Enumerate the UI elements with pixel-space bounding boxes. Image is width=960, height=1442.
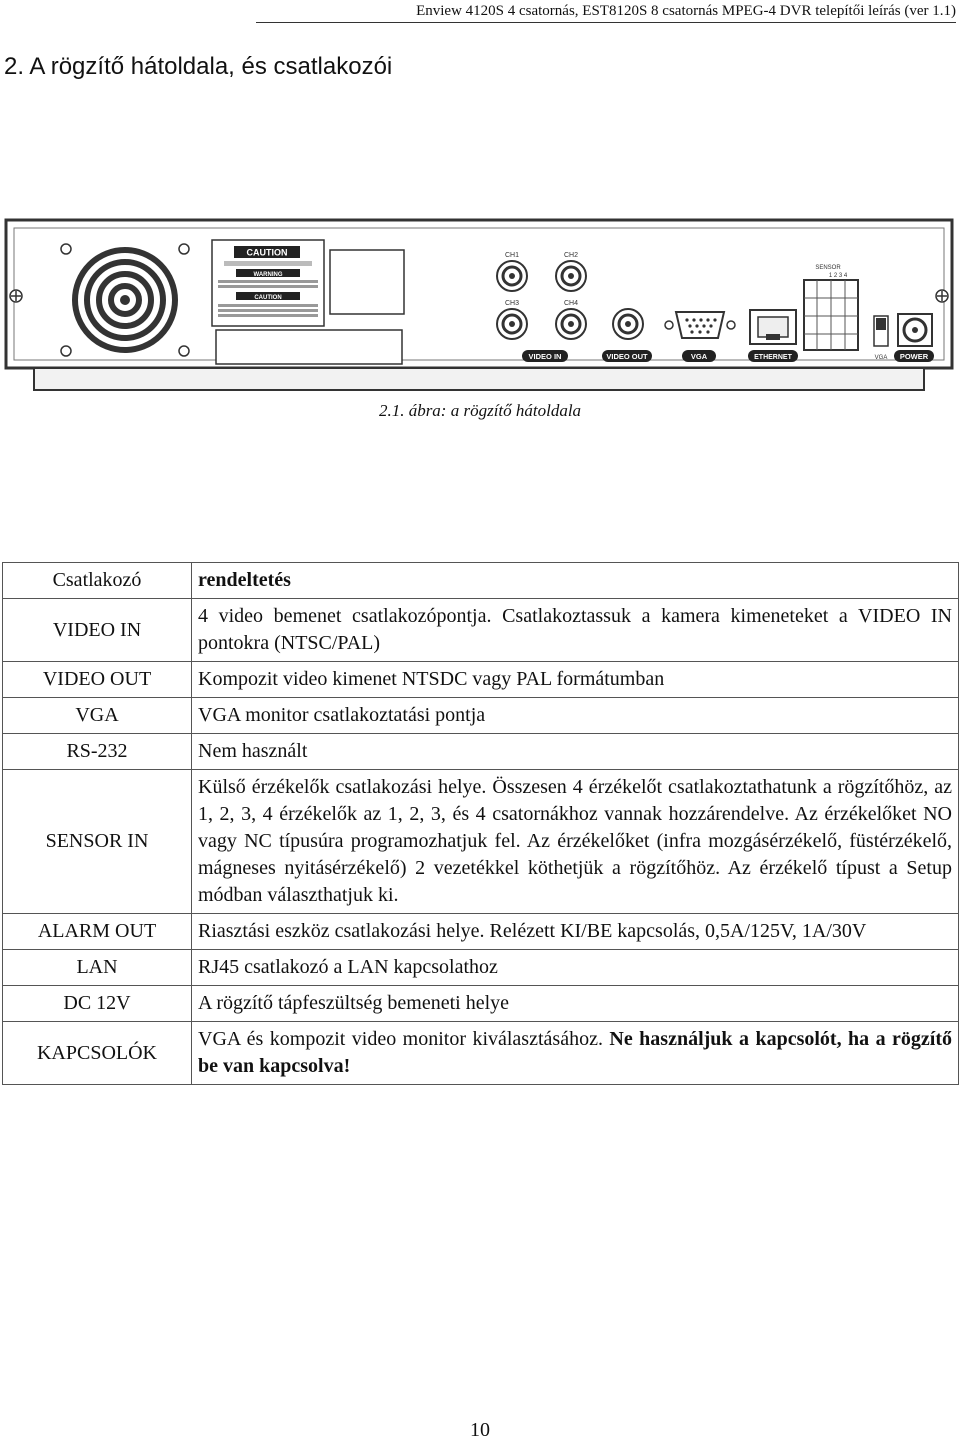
screw-icon <box>10 290 22 302</box>
ethernet-port-icon <box>750 310 796 344</box>
dvr-rear-panel-figure <box>4 218 956 396</box>
switch-description: VGA és kompozit video monitor kiválasztásához. <box>198 1028 603 1050</box>
port-label-ethernet <box>748 350 798 362</box>
serial-plate <box>216 330 402 364</box>
connector-description: Nem használt <box>192 734 959 770</box>
section-title: 2. A rögzítő hátoldala, és csatlakozói <box>4 53 393 80</box>
port-label-vga-switch: VGA <box>874 355 888 361</box>
svg-text:VIDEO IN: VIDEO IN <box>528 352 562 361</box>
switch-warning: Ne használjuk a kapcsolót, ha a rögzítő be van kapcsolva! <box>198 1028 953 1077</box>
port-label-video-in <box>522 350 568 362</box>
connector-name: KAPCSOLÓK <box>3 1022 192 1085</box>
table-row <box>3 1022 959 1085</box>
connector-table <box>2 562 959 1085</box>
table-row <box>3 914 959 950</box>
table-header-row <box>3 563 959 599</box>
connector-name: VGA <box>3 698 192 734</box>
blank-plate <box>330 250 404 314</box>
svg-text:CAUTION: CAUTION <box>254 295 282 301</box>
connector-name: SENSOR IN <box>3 770 192 914</box>
connector-description: VGA monitor csatlakoztatási pontja <box>192 698 959 734</box>
table-row <box>3 698 959 734</box>
port-label-power <box>894 350 934 362</box>
table-row <box>3 770 959 914</box>
power-jack-icon <box>898 314 932 346</box>
svg-text:ETHERNET: ETHERNET <box>754 354 792 361</box>
table-row <box>3 950 959 986</box>
connector-description <box>192 1022 959 1085</box>
connector-description: RJ45 csatlakozó a LAN kapcsolathoz <box>192 950 959 986</box>
svg-text:WARNING: WARNING <box>253 272 283 278</box>
header-purpose: rendeltetés <box>192 563 959 599</box>
svg-text:VGA: VGA <box>690 352 708 361</box>
table-row <box>3 734 959 770</box>
connector-description: Kompozit video kimenet NTSDC vagy PAL formátumban <box>192 662 959 698</box>
switch-icon <box>874 316 888 346</box>
table-row <box>3 986 959 1022</box>
chassis-base <box>34 368 924 390</box>
connector-name: RS-232 <box>3 734 192 770</box>
port-label-video-out <box>602 350 652 362</box>
svg-text:CH4: CH4 <box>563 300 579 307</box>
connector-name: ALARM OUT <box>3 914 192 950</box>
svg-text:SENSOR: SENSOR <box>815 265 841 271</box>
svg-text:VIDEO OUT: VIDEO OUT <box>606 352 648 361</box>
rear-panel-drawing <box>4 218 956 396</box>
connector-name: VIDEO IN <box>3 599 192 662</box>
svg-text:CH3: CH3 <box>504 300 520 307</box>
running-header: Enview 4120S 4 csatornás, EST8120S 8 csatornás MPEG-4 DVR telepítői leírás (ver 1.1) <box>256 0 956 23</box>
connector-name: DC 12V <box>3 986 192 1022</box>
caution-label <box>212 240 324 326</box>
svg-text:CAUTION: CAUTION <box>246 247 288 258</box>
port-label-vga <box>682 350 716 362</box>
svg-text:CH1: CH1 <box>504 252 520 259</box>
connector-name: LAN <box>3 950 192 986</box>
page-number: 10 <box>470 1419 490 1441</box>
connector-description: 4 video bemenet csatlakozópontja. Csatlakoztassuk a kamera kimeneteket a VIDEO IN pontokra (NTSC/PAL) <box>192 599 959 662</box>
svg-text:1 2 3 4: 1 2 3 4 <box>828 273 848 279</box>
bnc-connector-icon <box>613 309 643 339</box>
connector-description: A rögzítő tápfeszültség bemeneti helye <box>192 986 959 1022</box>
screw-icon <box>936 290 948 302</box>
figure-caption: 2.1. ábra: a rögzítő hátoldala <box>378 401 582 420</box>
table-row <box>3 662 959 698</box>
svg-text:CH2: CH2 <box>563 252 579 259</box>
svg-text:POWER: POWER <box>899 352 929 361</box>
header-connector: Csatlakozó <box>3 563 192 599</box>
connector-description: Külső érzékelők csatlakozási helye. Összesen 4 érzékelőt csatlakoztathatunk a rögzítőhöz, az 1, 2, 3, 4 érzékelők az 1, 2, 3, és 4 csatornákhoz vannak hozzárendelve. Az érzékelőket NO vagy NC típusúra programozhatjuk fel. Az érzékelőket (infra mozgásérzékelő, füstérzékelő, mágneses nyitásérzékelő) 2 vezetékkel köthetjük a rögzítőhöz. Az érzékelő típust a Setup módban választhatjuk ki. <box>192 770 959 914</box>
connector-description: Riasztási eszköz csatlakozási helye. Relézett KI/BE kapcsolás, 0,5A/125V, 1A/30V <box>192 914 959 950</box>
table-row <box>3 599 959 662</box>
connector-name: VIDEO OUT <box>3 662 192 698</box>
